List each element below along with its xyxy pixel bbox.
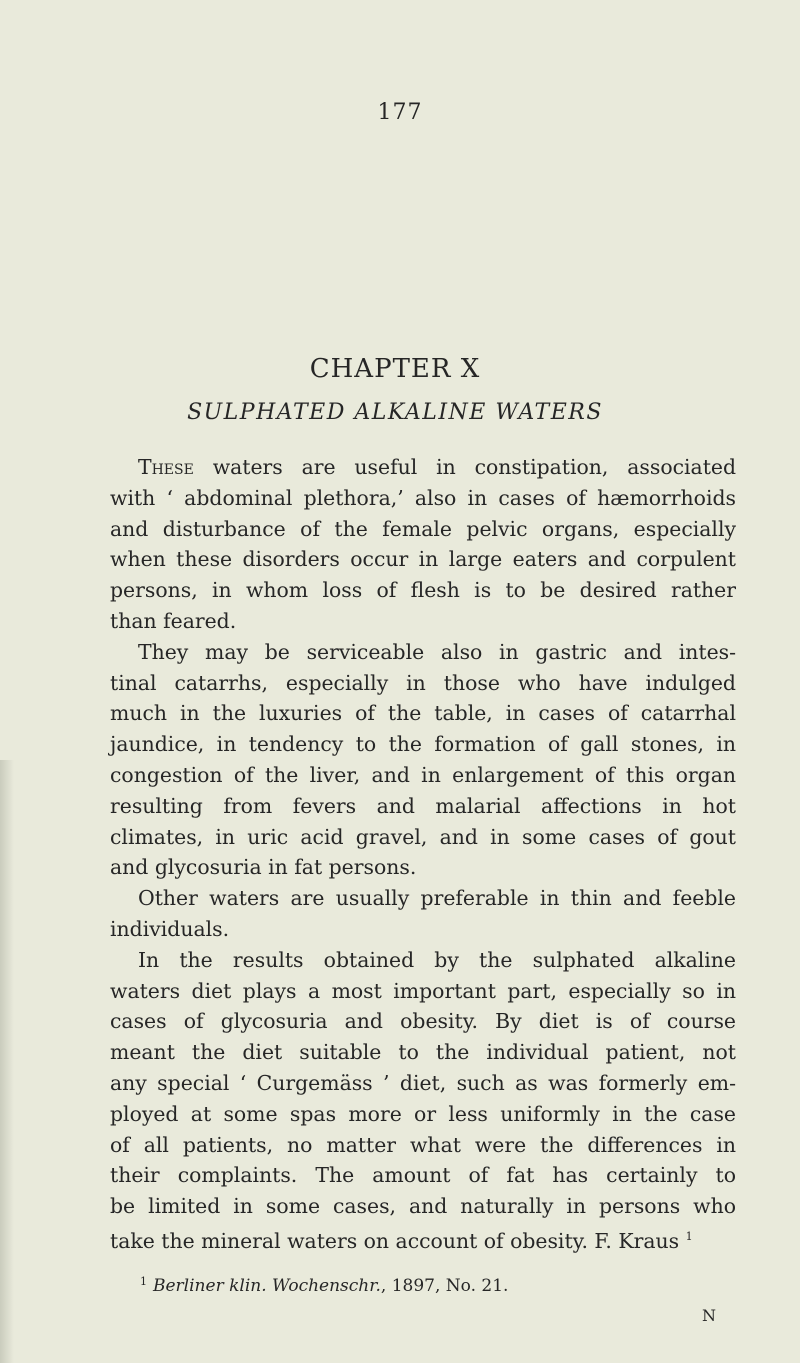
page-number: 177 [377,100,423,125]
text-line: meant the diet suitable to the individual patient, not [110,1040,736,1065]
text-line: with ‘ abdominal plethora,’ also in cases of hæmorrhoids [110,485,736,510]
text-line: of all patients, no matter what were the differences in [110,1132,736,1157]
footnote-reference: 1 [685,1229,693,1243]
text-line: than feared. [110,608,237,633]
text-line: take the mineral waters on account of obesity. F. Kraus $^1$ [110,1228,693,1253]
text-line: be limited in some cases, and naturally in persons who [110,1194,736,1219]
footnote-citation: , 1897, No. 21. [380,1276,509,1296]
chapter-subtitle: SULPHATED ALKALINE WATERS [187,400,603,425]
text-line: congestion of the liver, and in enlargement of this organ [110,762,736,787]
text-line: These waters are useful in constipation, associated [138,455,737,479]
text-line: jaundice, in tendency to the formation of gall stones, in [110,732,736,757]
text-line: resulting from fevers and malarial affections in hot [110,793,736,818]
text-line: persons, in whom loss of flesh is to be desired rather [110,578,736,603]
text-line: cases of glycosuria and obesity. By diet is of course [110,1009,736,1034]
text-line: waters diet plays a most important part, especially so in [110,978,736,1003]
text-line: and disturbance of the female pelvic organs, especially [110,516,736,541]
text-line: tinal catarrhs, especially in those who have indulged [110,670,736,695]
footnote-journal: Berliner klin. Wochenschr. [153,1276,381,1296]
body-text [110,452,736,1257]
text-line: Other waters are usually preferable in thin and feeble [138,886,736,911]
text-line: their complaints. The amount of fat has certainly to [110,1163,736,1188]
text-line: much in the luxuries of the table, in cases of catarrhal [110,701,736,726]
chapter-heading: CHAPTER X [309,354,481,384]
lead-word: These [138,455,194,479]
text-line: any special ‘ Curgemäss ’ diet, such as was formerly em- [110,1070,736,1095]
text-line: In the results obtained by the sulphated alkaline [138,947,736,972]
text-line: and glycosuria in fat persons. [110,855,417,880]
signature-mark: N [702,1306,716,1325]
text-line: ployed at some spas more or less uniformly in the case [110,1101,736,1126]
text-line: individuals. [110,916,230,941]
text-line: They may be serviceable also in gastric and intes- [138,639,736,664]
footnote-marker: 1 [140,1275,147,1288]
text-line: climates, in uric acid gravel, and in some cases of gout [110,824,736,849]
page-edge-shadow [0,760,14,1363]
text-line: when these disorders occur in large eaters and corpulent [110,547,736,572]
footnote [140,1275,508,1296]
